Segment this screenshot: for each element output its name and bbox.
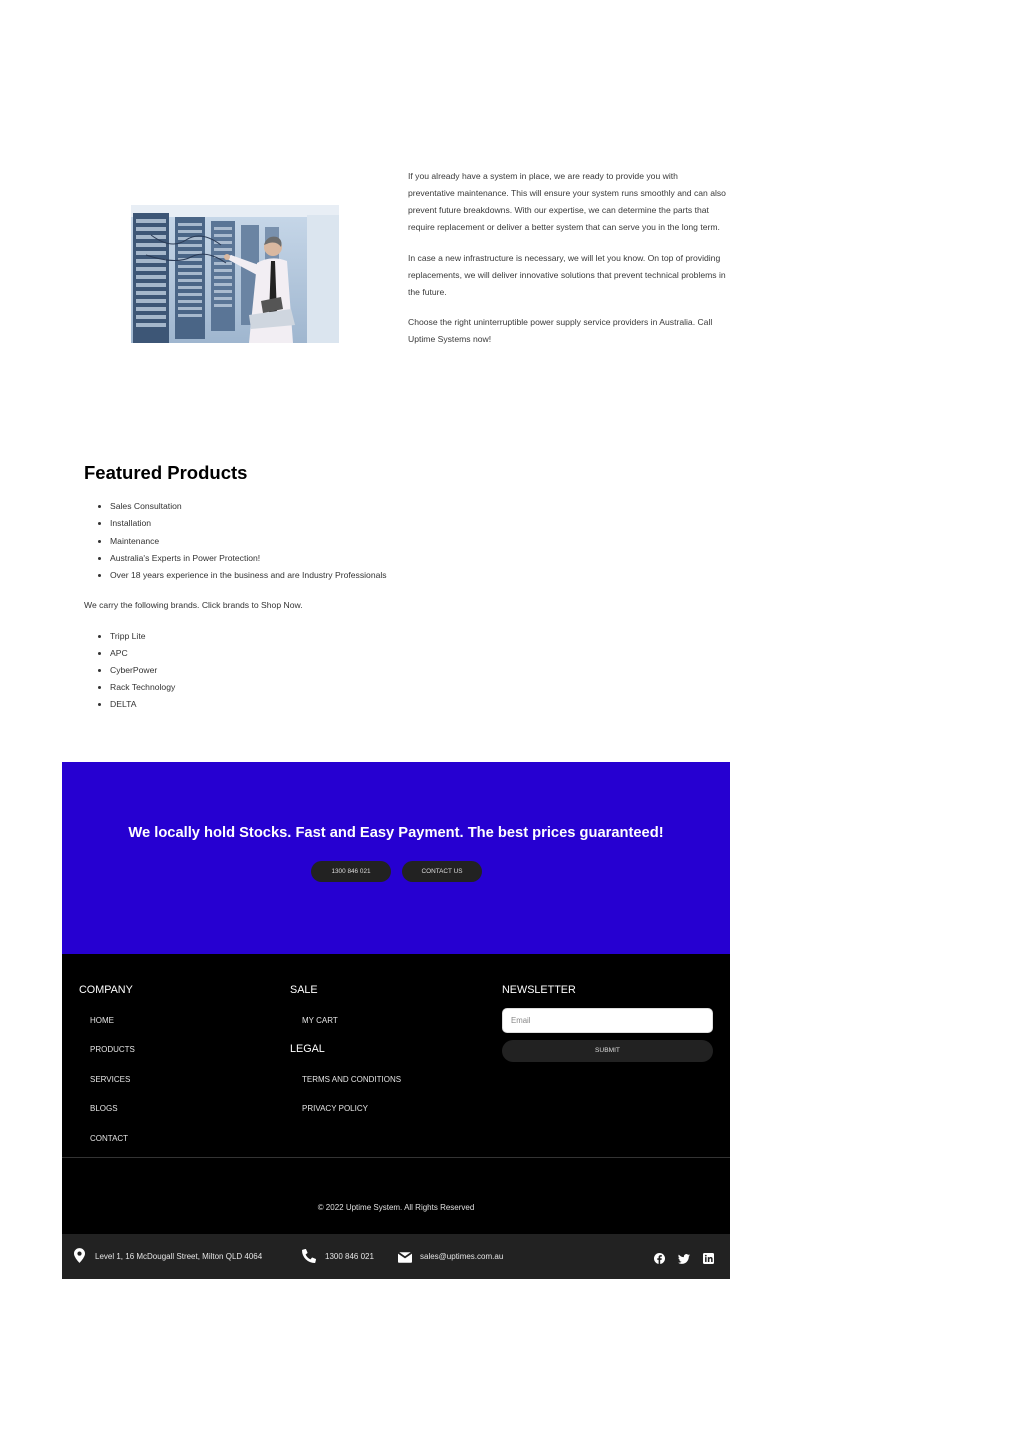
brand-link[interactable]: • APC — [110, 645, 175, 662]
address-text: Level 1, 16 McDougall Street, Milton QLD 4064 — [95, 1252, 263, 1261]
footer-link-my-cart[interactable]: MY CART — [302, 1016, 338, 1025]
email-text[interactable]: sales@uptimes.com.au — [420, 1252, 504, 1261]
footer-link-contact[interactable]: CONTACT — [90, 1134, 129, 1143]
footer-link-terms[interactable]: TERMS AND CONDITIONS — [302, 1075, 402, 1084]
footer-link-privacy[interactable]: PRIVACY POLICY — [302, 1104, 368, 1113]
phone-icon — [302, 1249, 316, 1268]
company-heading: COMPANY — [79, 984, 133, 996]
location-pin-icon — [74, 1248, 85, 1268]
copyright: © 2022 Uptime System. All Rights Reserved — [317, 1203, 475, 1212]
phone-button[interactable]: 1300 846 021 — [311, 861, 391, 882]
contact-bar — [62, 1234, 730, 1279]
footer — [62, 954, 730, 1279]
intro-paragraph: Choose the right uninterruptible power supply service providers in Australia. Call Uptime Systems now! — [408, 317, 713, 344]
newsletter-heading: NEWSLETTER — [502, 984, 576, 996]
sale-heading: SALE — [290, 984, 318, 996]
featured-products-title: Featured Products — [84, 462, 248, 483]
brand-link[interactable]: • DELTA — [110, 696, 175, 713]
footer-link-products[interactable]: PRODUCTS — [90, 1045, 135, 1054]
list-item: • Over 18 years experience in the business and are Industry Professionals — [110, 567, 387, 584]
footer-link-home[interactable]: HOME — [90, 1016, 114, 1025]
intro-paragraph: In case a new infrastructure is necessary, we will let you know. On top of providing replacements, we will deliver innovative solutions that prevent technical problems in the future. — [408, 252, 726, 297]
contact-us-button[interactable]: CONTACT US — [402, 861, 482, 882]
footer-newsletter-column — [502, 984, 576, 996]
brand-link[interactable]: • Rack Technology — [110, 679, 175, 696]
facebook-icon[interactable] — [654, 1251, 665, 1269]
brand-link[interactable]: • Tripp Lite — [110, 628, 175, 645]
server-room-image — [131, 205, 339, 343]
list-item: • Sales Consultation — [110, 498, 387, 515]
cta-heading: We locally hold Stocks. Fast and Easy Payment. The best prices guaranteed! — [128, 825, 664, 841]
list-item: • Australia's Experts in Power Protection! — [110, 550, 387, 567]
envelope-icon — [398, 1250, 412, 1268]
newsletter-submit-button[interactable]: SUBMIT — [502, 1040, 713, 1062]
legal-heading: LEGAL — [290, 1043, 325, 1055]
services-list — [86, 498, 387, 584]
linkedin-icon[interactable] — [703, 1251, 714, 1269]
cta-banner — [62, 762, 730, 954]
twitter-icon[interactable] — [678, 1251, 690, 1269]
phone-text[interactable]: 1300 846 021 — [325, 1252, 374, 1261]
newsletter-email-input[interactable] — [502, 1008, 713, 1033]
brands-list — [86, 628, 175, 713]
intro-text — [408, 168, 726, 362]
list-item: • Installation — [110, 515, 387, 532]
list-item: • Maintenance — [110, 533, 387, 550]
footer-company-column — [79, 984, 133, 996]
footer-link-services[interactable]: SERVICES — [90, 1075, 131, 1084]
intro-paragraph: If you already have a system in place, we are ready to provide you with preventative maintenance. This will ensure your system runs smoothly and can also prevent future breakdowns. With our expertise, we can determine the parts that require replacement or deliver a better system that can serve you in the long term. — [408, 171, 726, 232]
footer-sale-column — [290, 984, 318, 996]
footer-link-blogs[interactable]: BLOGS — [90, 1104, 118, 1113]
footer-divider — [62, 1157, 730, 1158]
brands-intro: We carry the following brands. Click brands to Shop Now. — [84, 600, 303, 610]
brand-link[interactable]: • CyberPower — [110, 662, 175, 679]
